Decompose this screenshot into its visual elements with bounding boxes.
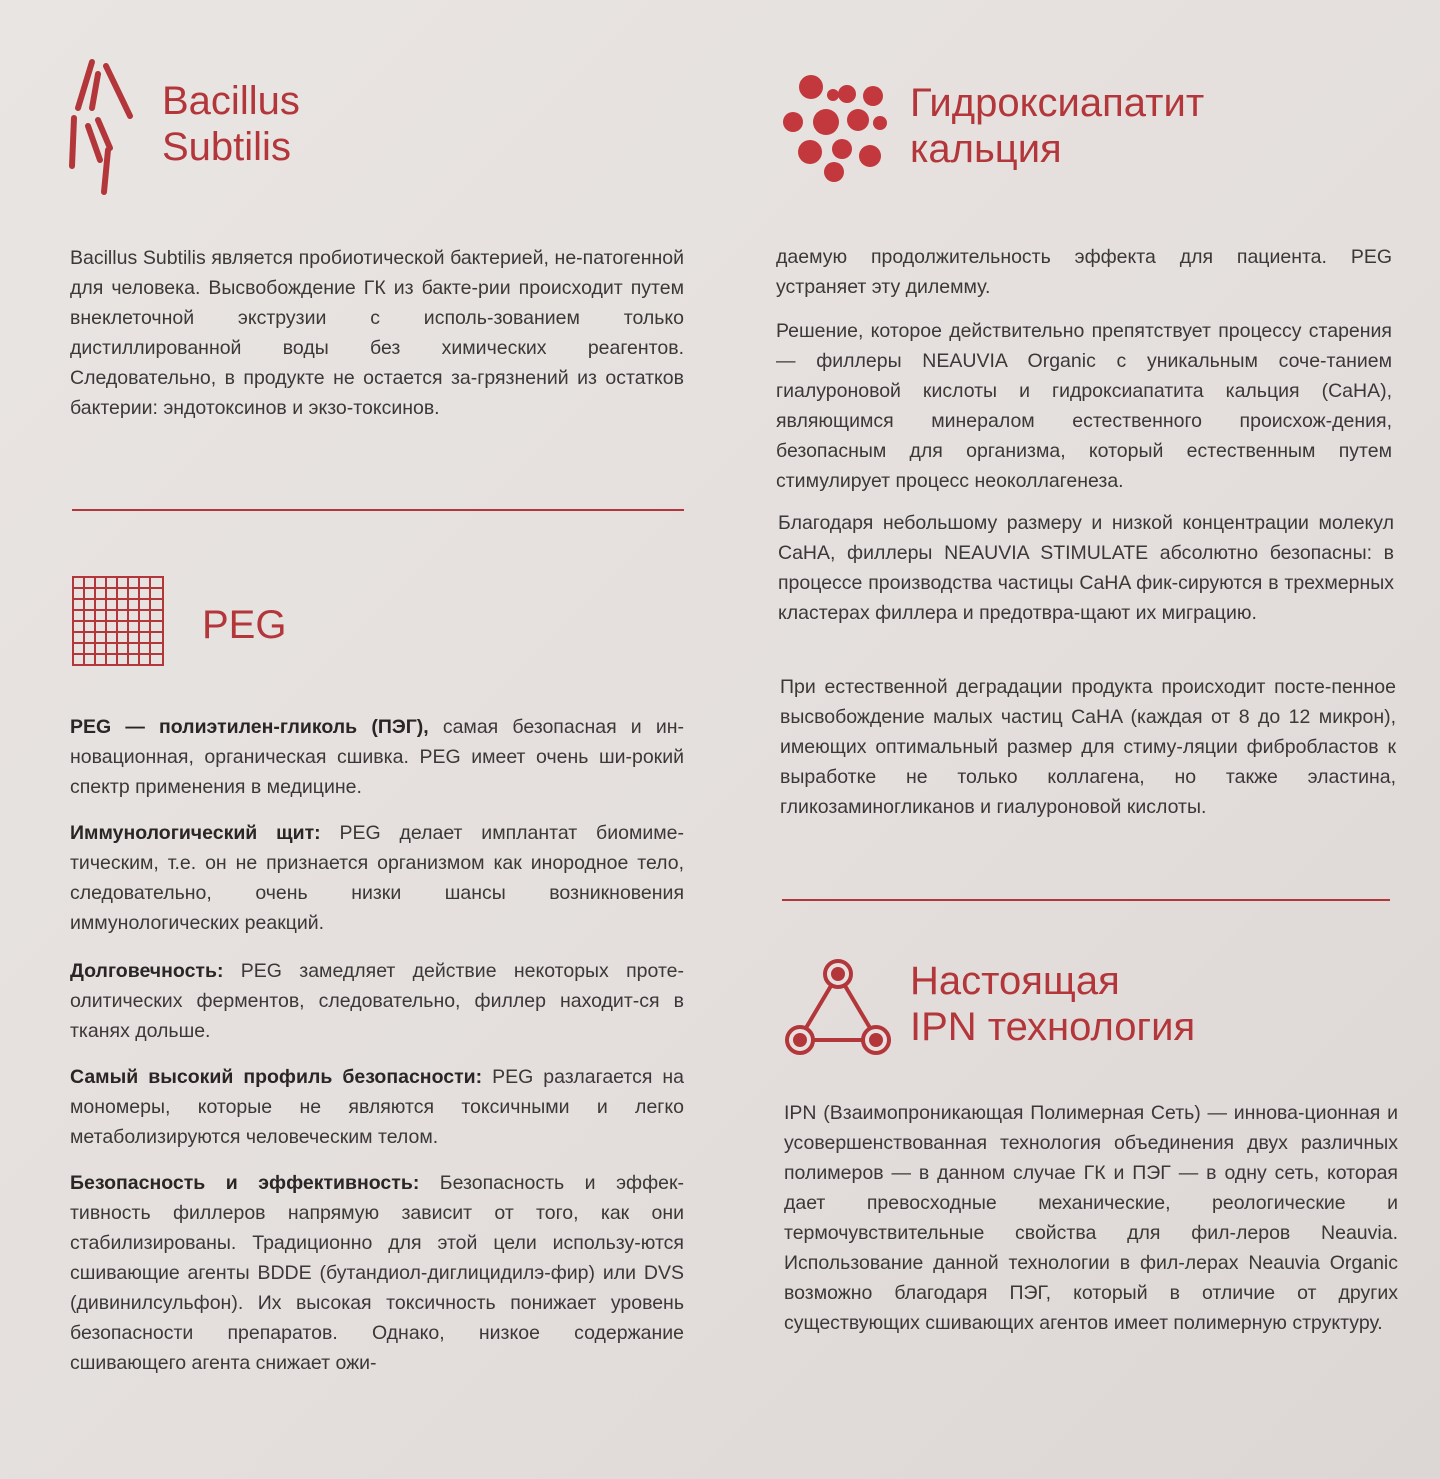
- peg-p3-bold: Долговечность:: [70, 960, 224, 982]
- section-divider-left: [72, 509, 684, 511]
- ipn-title-line1: Настоящая: [910, 959, 1120, 1003]
- peg-paragraph-5: [70, 1168, 684, 1378]
- bacillus-title-line1: Bacillus: [162, 79, 300, 123]
- caha-paragraph-4: При естественной деградации продукта происходит посте-пенное высвобождение малых частиц CaHA (каждая от 8 до 12 микрон), имеющих оптимальный размер для стиму-ляции фибробластов к выработке не только коллагена, но также эластина, гликозаминогликанов и гиалуроновой кислоты.: [780, 676, 1396, 818]
- peg-paragraph-4: [70, 1062, 684, 1152]
- caha-title: [910, 80, 1204, 172]
- peg-p1-text: самая безопасная и ин-новационная, органическая сшивка. PEG имеет очень ши-рокий спектр применения в медицине.: [70, 716, 684, 798]
- peg-p2-bold: Иммунологический щит:: [70, 822, 321, 844]
- peg-p2-text: PEG делает имплантат биомиме-тическим, т.е. он не признается организмом как инородное тело, следовательно, очень низки шансы возникновения иммунологических реакций.: [70, 822, 685, 934]
- bacillus-title-line2: Subtilis: [162, 125, 291, 169]
- ipn-title-line2: IPN технология: [910, 1005, 1196, 1049]
- bacillus-text: Bacillus Subtilis является пробиотической бактерией, не-патогенной для человека. Высвобождение ГК из бакте-рии происходит путем внеклеточной экструзии с исполь-зованием только дистиллированной воды без химических реагентов. Следовательно, в продукте не остается за-грязнений из остатков бактерии: эндотоксинов и экзо-токсинов.: [70, 247, 684, 419]
- bacillus-title: [162, 78, 300, 170]
- peg-paragraph-1: [70, 712, 684, 802]
- ipn-text: IPN (Взаимопроникающая Полимерная Сеть) — иннова-ционная и усовершенствованная технология объединения двух различных полимеров — в данном случае ГК и ПЭГ — в одну сеть, которая дает превосходные механические, реологические и термочувствительные свойства для фил-леров Neauvia. Использование данной технологии в фил-лерах Neauvia Organic возможно благодаря ПЭГ, который в отличие от других существующих сшивающих агентов имеет полимерную структуру.: [784, 1102, 1398, 1334]
- section-divider-right: [782, 899, 1390, 901]
- grid-mesh-icon: [72, 576, 164, 666]
- peg-title: PEG: [202, 603, 287, 647]
- bacteria-rods-icon: [68, 56, 134, 198]
- peg-p4-bold: Самый высокий профиль безопасности:: [70, 1066, 483, 1088]
- peg-p5-text: Безопасность и эффек-тивность филлеров напрямую зависит от того, как они стабилизированы. Традиционно для этой цели использу-ются сшивающие агенты BDDE (бутандиол-диглицидилэ-фир) или DVS (дивинилсульфон). Их высокая токсичность понижает уровень безопасности препаратов. Однако, низкое содержание сшивающего агента снижает ожи-: [70, 1172, 684, 1374]
- ipn-title: [910, 958, 1195, 1050]
- caha-paragraph-2: Решение, которое действительно препятствует процессу старения — филлеры NEAUVIA Organic с уникальным соче-танием гиалуроновой кислоты и гидроксиапатита кальция (CaHA), являющимся минералом естественного происхож-дения, безопасным для организма, который естественным путем стимулирует процесс неоколлагенеза.: [776, 320, 1392, 492]
- peg-p4-text: PEG разлагается на мономеры, которые не являются токсичными и легко метаболизируются человеческим телом.: [70, 1066, 684, 1148]
- caha-paragraph-3: Благодаря небольшому размеру и низкой концентрации молекул CaHA, филлеры NEAUVIA STIMULATE абсолютно безопасны: в процессе производства частицы CaHA фик-сируются в трехмерных кластерах филлера и предотвра-щают их миграцию.: [778, 512, 1394, 624]
- caha-title-line1: Гидроксиапатит: [910, 81, 1205, 125]
- peg-p3-text: PEG замедляет действие некоторых проте-олитических ферментов, следовательно, филлер находит-ся в тканях дольше.: [70, 960, 684, 1042]
- particle-cluster-icon: [780, 74, 888, 184]
- peg-p1-bold: PEG — полиэтилен-гликоль (ПЭГ),: [70, 716, 429, 738]
- peg-paragraph-3: [70, 956, 684, 1046]
- peg-paragraph-2: [70, 818, 684, 938]
- peg-p5-bold: Безопасность и эффективность:: [70, 1172, 420, 1194]
- triangle-network-icon: [784, 956, 896, 1058]
- caha-paragraph-1: даемую продолжительность эффекта для пациента. PEG устраняет эту дилемму.: [776, 246, 1392, 298]
- caha-title-line2: кальция: [910, 127, 1062, 171]
